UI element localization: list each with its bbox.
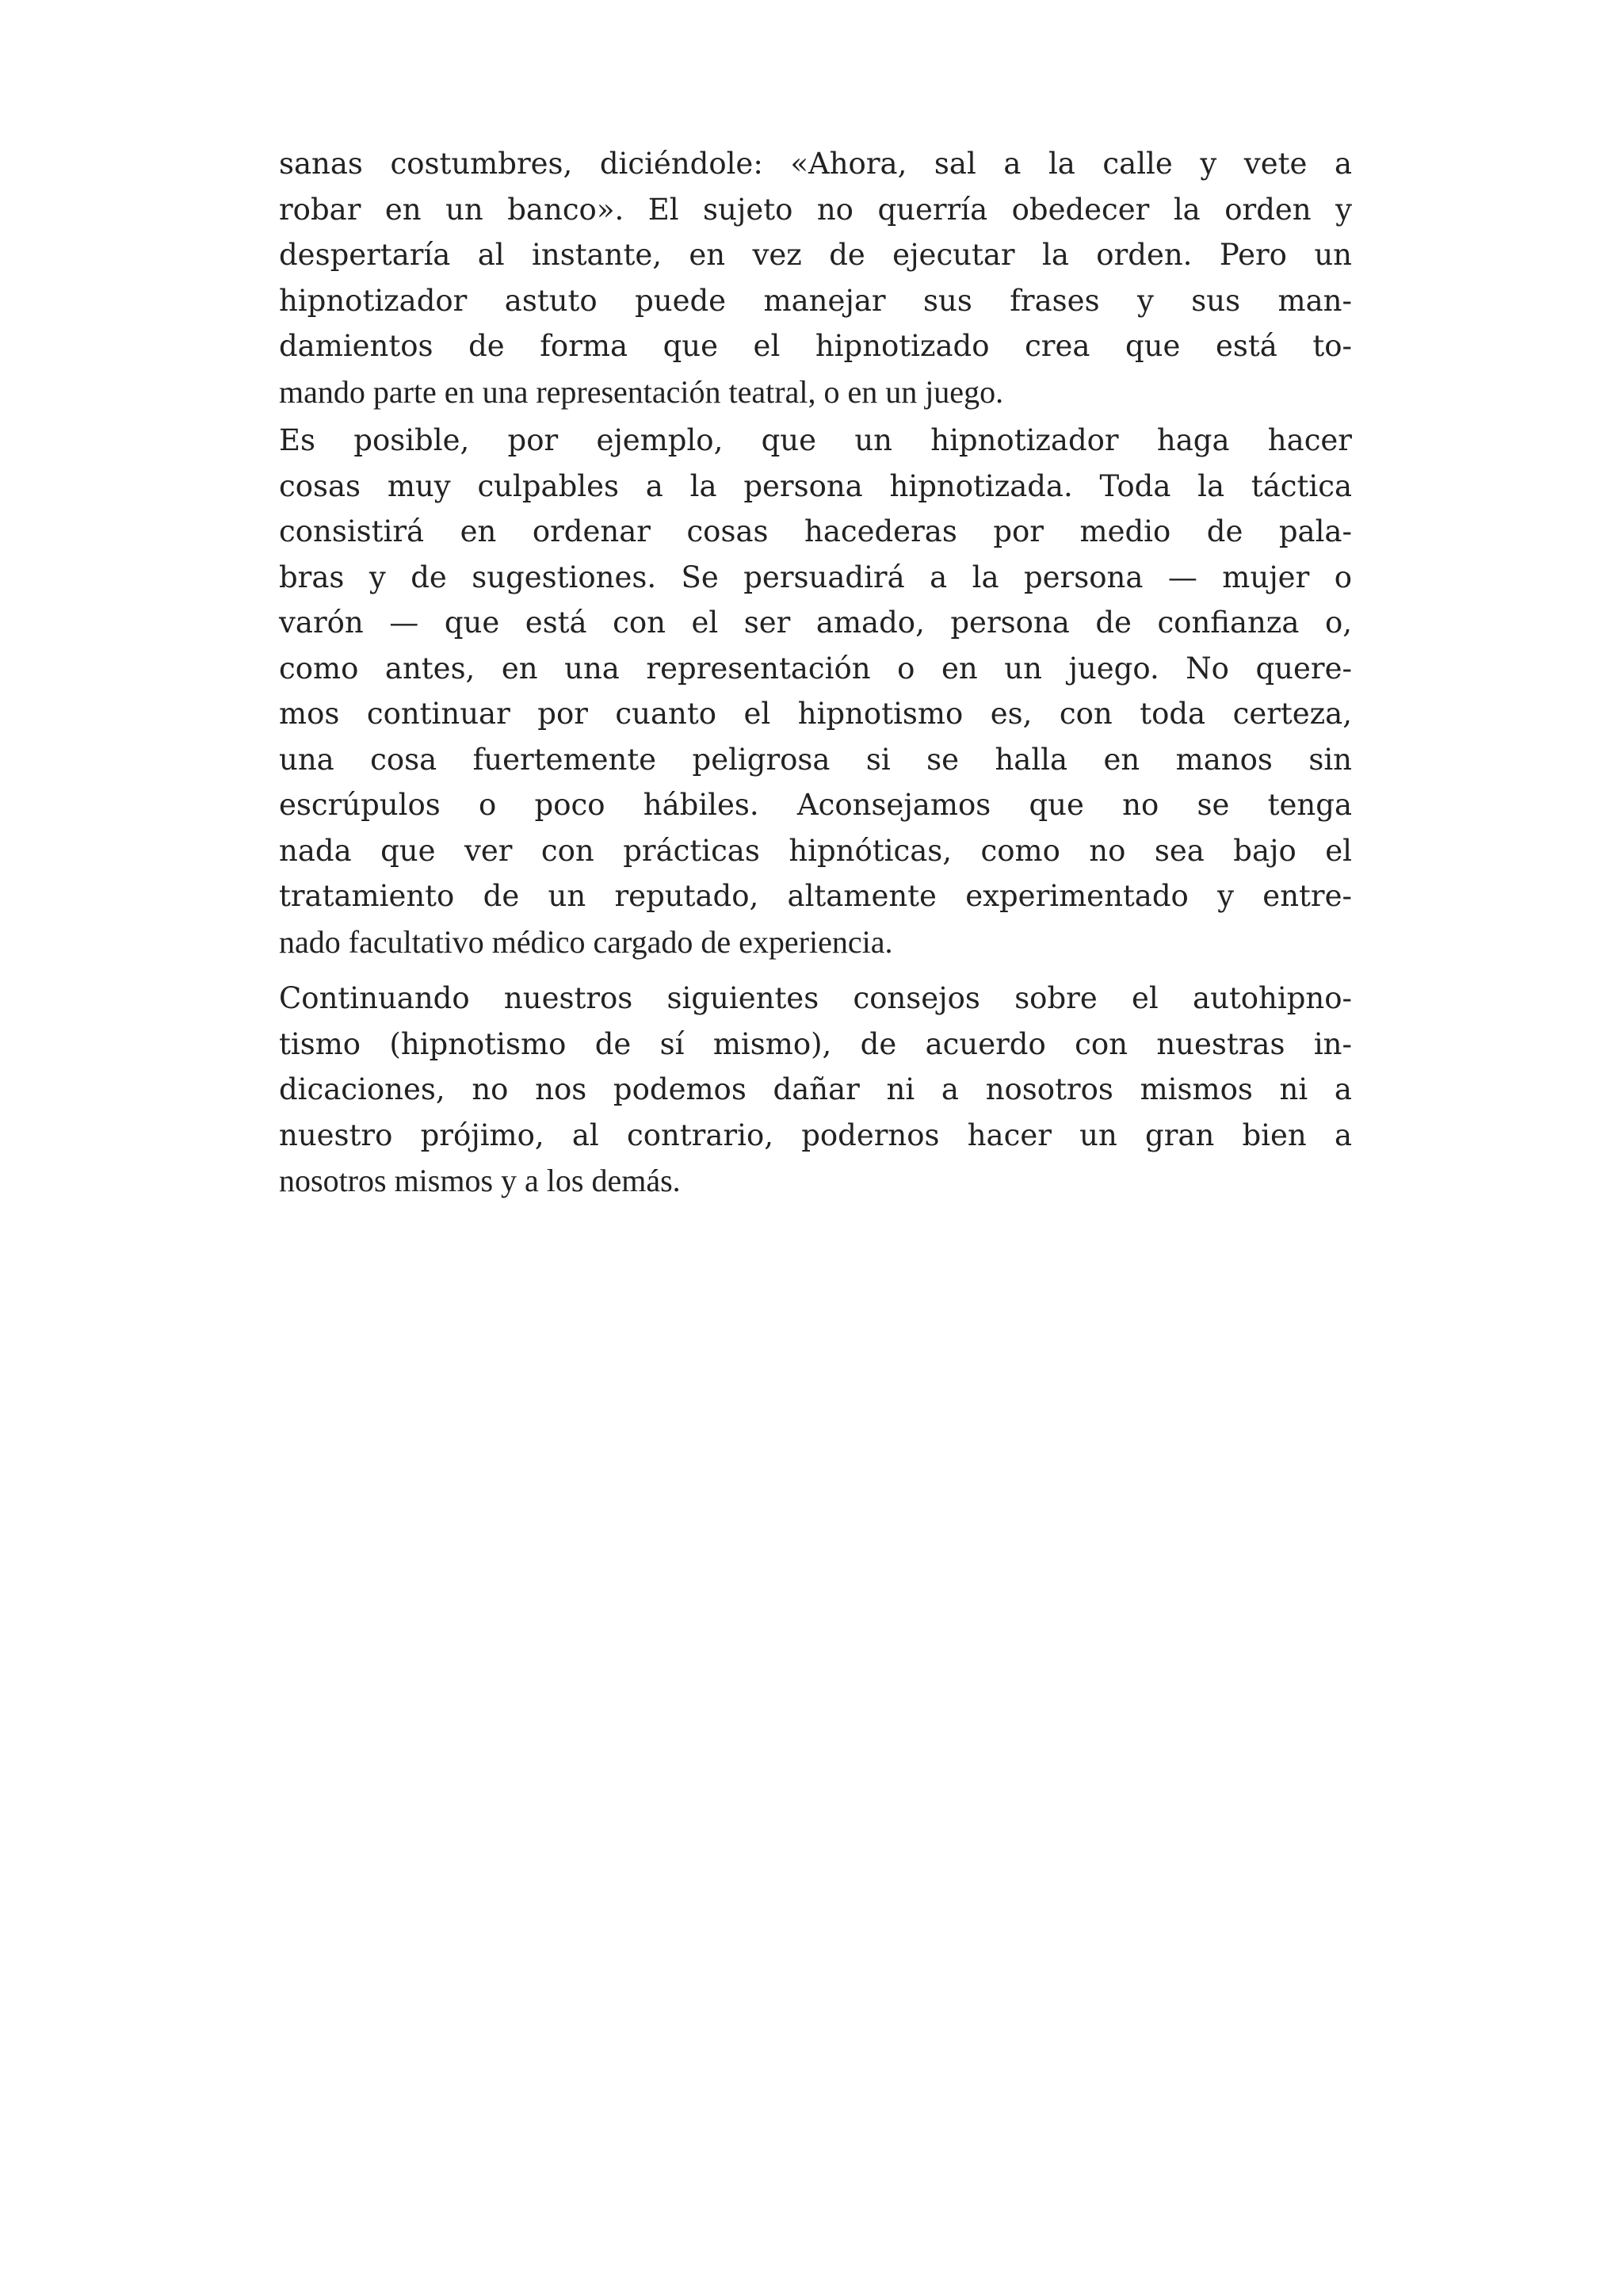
text-line: mando parte en una representación teatral, o en un juego.	[279, 373, 1004, 410]
text-line: sanas costumbres, diciéndole: «Ahora, sal a la calle y vete a	[279, 147, 1352, 181]
text-line: tratamiento de un reputado, altamente experimentado y entre-	[279, 879, 1352, 913]
text-line: Es posible, por ejemplo, que un hipnotizador haga hacer	[279, 423, 1352, 457]
document-page	[279, 141, 1352, 1204]
text-line: tismo (hipnotismo de sí mismo), de acuerdo con nuestras in-	[279, 1026, 1352, 1061]
text-line: dicaciones, no nos podemos dañar ni a nosotros mismos ni a	[279, 1072, 1352, 1106]
paragraph-2	[279, 418, 1352, 965]
text-line: nosotros mismos y a los demás.	[279, 1163, 681, 1198]
text-line: varón — que está con el ser amado, persona de confianza o,	[279, 606, 1352, 640]
text-line: cosas muy culpables a la persona hipnotizada. Toda la táctica	[279, 468, 1352, 503]
paragraph-1	[279, 141, 1352, 415]
text-line: despertaría al instante, en vez de ejecutar la orden. Pero un	[279, 238, 1352, 272]
text-line: damientos de forma que el hipnotizado crea que está to-	[279, 329, 1352, 363]
text-line: mos continuar por cuanto el hipnotismo es, con toda certeza,	[279, 697, 1352, 731]
text-line: como antes, en una representación o en un juego. No quere-	[279, 651, 1352, 686]
text-line: nuestro prójimo, al contrario, podernos hacer un gran bien a	[279, 1117, 1352, 1152]
text-line: una cosa fuertemente peligrosa si se halla en manos sin	[279, 742, 1352, 777]
text-line: bras y de sugestiones. Se persuadirá a la persona — mujer o	[279, 560, 1352, 594]
text-line: Continuando nuestros siguientes consejos sobre el autohipno-	[279, 981, 1352, 1015]
text-line: robar en un banco». El sujeto no querría obedecer la orden y	[279, 192, 1352, 227]
paragraph-spacer	[279, 965, 1352, 976]
text-line: hipnotizador astuto puede manejar sus frases y sus man-	[279, 283, 1352, 318]
text-line: nado facultativo médico cargado de experiencia.	[279, 923, 893, 960]
text-line: nada que ver con prácticas hipnóticas, como no sea bajo el	[279, 833, 1352, 868]
text-line: consistirá en ordenar cosas hacederas por medio de pala-	[279, 514, 1352, 548]
text-line: escrúpulos o poco hábiles. Aconsejamos que no se tenga	[279, 788, 1352, 822]
paragraph-3	[279, 976, 1352, 1204]
